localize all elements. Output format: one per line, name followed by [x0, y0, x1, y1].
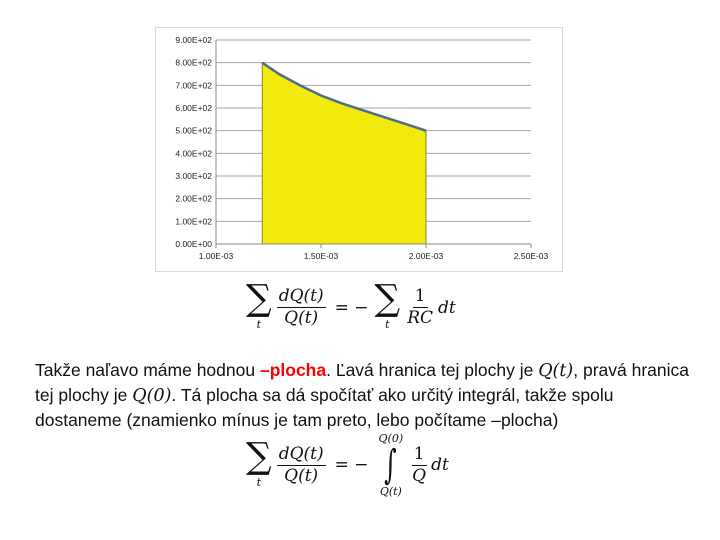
y-tick-label: 1.00E+02 [175, 216, 212, 227]
x-tick-label: 1.50E-03 [303, 251, 339, 261]
x-tick-label: 2.50E-03 [513, 251, 549, 261]
y-tick-label: 9.00E+02 [175, 35, 212, 45]
equals-minus: = − [334, 297, 369, 318]
fraction-one-over-rc: $\frac{1}{RC}$ [407, 286, 434, 328]
math-q-0: Q(0) [132, 386, 172, 406]
y-tick-label: 4.00E+02 [175, 148, 212, 159]
y-tick-label: 3.00E+02 [175, 171, 212, 181]
fraction-dq-over-q-2: $\frac{dQ(t)}{Q(t)}$ [278, 443, 324, 486]
equation-integral [246, 432, 449, 498]
sum-symbol: ∑ t [246, 278, 272, 331]
integral-lower-limit: Q(t) [379, 485, 402, 498]
explanation-paragraph: Takže naľavo máme hodnou –plocha. Ľavá hranica tej plochy je Q(t), pravá hranica tej plochy je Q(0). Tá plocha sa dá spočítať ako určitý integrál, takže spolu dostaneme (znamienko mínus je tam preto, lebo počítame –plocha) [35, 360, 689, 430]
fraction-one-over-q: $\frac{1}{Q}$ [412, 443, 427, 486]
equals-minus-2: = − [334, 455, 369, 475]
x-tick-label: 1.00E-03 [198, 251, 234, 261]
dt-term-2: dt [431, 455, 449, 475]
chart-canvas [156, 28, 564, 273]
sum-symbol-3: ∑ t [246, 435, 272, 489]
equation-sum-rc [246, 278, 456, 331]
highlight-plocha: –plocha [259, 360, 327, 380]
integral-symbol: Q(0) ∫ Q(t) [378, 432, 404, 498]
area-chart [155, 27, 563, 272]
y-tick-label: 7.00E+02 [175, 80, 212, 91]
dt-term: dt [438, 297, 456, 318]
area-fill [262, 63, 426, 244]
y-tick-label: 8.00E+02 [175, 57, 212, 68]
math-q-t: Q(t) [538, 361, 574, 381]
integral-upper-limit: Q(0) [378, 432, 404, 445]
y-tick-label: 2.00E+02 [175, 193, 212, 204]
y-tick-label: 0.00E+00 [175, 239, 212, 249]
x-tick-label: 2.00E-03 [408, 251, 444, 261]
y-tick-label: 6.00E+02 [175, 103, 212, 113]
y-tick-label: 5.00E+02 [175, 125, 212, 136]
fraction-dq-over-q: $\frac{dQ(t)}{Q(t)}$ [278, 286, 324, 328]
sum-symbol-2: ∑ t [374, 278, 401, 331]
